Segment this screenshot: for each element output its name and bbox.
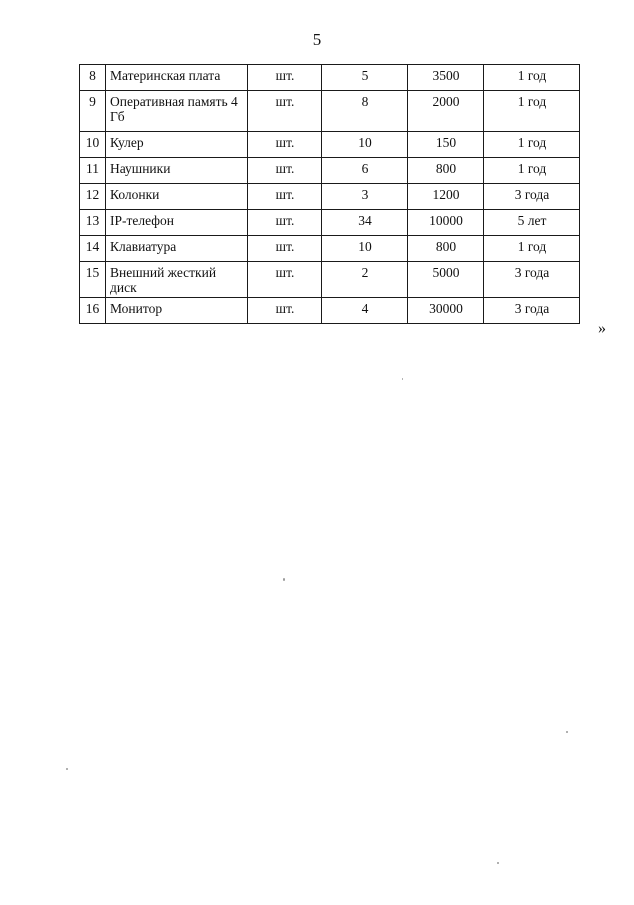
closing-quote-mark: » <box>598 320 606 337</box>
item-unit: шт. <box>248 91 322 132</box>
item-service-life: 3 года <box>484 184 580 210</box>
item-service-life: 1 год <box>484 132 580 158</box>
item-name: Клавиатура <box>106 236 248 262</box>
item-name: Монитор <box>106 298 248 324</box>
equipment-table <box>79 64 580 324</box>
table-row <box>80 132 580 158</box>
row-number: 14 <box>80 236 106 262</box>
row-number: 11 <box>80 158 106 184</box>
item-price: 30000 <box>408 298 484 324</box>
item-quantity: 5 <box>322 65 408 91</box>
item-service-life: 3 года <box>484 298 580 324</box>
table-row <box>80 65 580 91</box>
row-number: 10 <box>80 132 106 158</box>
item-service-life: 1 год <box>484 158 580 184</box>
row-number: 9 <box>80 91 106 132</box>
item-quantity: 8 <box>322 91 408 132</box>
item-quantity: 2 <box>322 262 408 298</box>
item-service-life: 1 год <box>484 91 580 132</box>
item-unit: шт. <box>248 298 322 324</box>
item-quantity: 6 <box>322 158 408 184</box>
table-row <box>80 262 580 298</box>
table-row <box>80 236 580 262</box>
page-number: 5 <box>312 30 322 49</box>
item-name: Кулер <box>106 132 248 158</box>
item-price: 150 <box>408 132 484 158</box>
row-number: 13 <box>80 210 106 236</box>
item-service-life: 1 год <box>484 65 580 91</box>
item-quantity: 3 <box>322 184 408 210</box>
item-price: 800 <box>408 158 484 184</box>
scan-speck <box>497 862 499 864</box>
item-quantity: 10 <box>322 132 408 158</box>
table-row <box>80 158 580 184</box>
item-name: Внешний жесткий диск <box>106 262 248 298</box>
item-name: Наушники <box>106 158 248 184</box>
item-service-life: 1 год <box>484 236 580 262</box>
item-service-life: 5 лет <box>484 210 580 236</box>
row-number: 8 <box>80 65 106 91</box>
item-unit: шт. <box>248 158 322 184</box>
scan-speck <box>402 378 403 380</box>
table-row <box>80 298 580 324</box>
item-name: IP-телефон <box>106 210 248 236</box>
table-row <box>80 210 580 236</box>
scan-speck <box>66 768 68 770</box>
table-row <box>80 91 580 132</box>
item-unit: шт. <box>248 184 322 210</box>
item-unit: шт. <box>248 236 322 262</box>
item-name: Материнская плата <box>106 65 248 91</box>
item-name: Оперативная память 4 Гб <box>106 91 248 132</box>
item-price: 800 <box>408 236 484 262</box>
item-unit: шт. <box>248 132 322 158</box>
item-quantity: 34 <box>322 210 408 236</box>
row-number: 16 <box>80 298 106 324</box>
item-unit: шт. <box>248 65 322 91</box>
item-name: Колонки <box>106 184 248 210</box>
row-number: 15 <box>80 262 106 298</box>
item-price: 3500 <box>408 65 484 91</box>
item-unit: шт. <box>248 262 322 298</box>
item-quantity: 4 <box>322 298 408 324</box>
table-row <box>80 184 580 210</box>
item-price: 2000 <box>408 91 484 132</box>
item-price: 10000 <box>408 210 484 236</box>
scan-speck <box>283 578 285 581</box>
item-price: 1200 <box>408 184 484 210</box>
scan-speck <box>566 731 568 733</box>
item-service-life: 3 года <box>484 262 580 298</box>
item-quantity: 10 <box>322 236 408 262</box>
item-unit: шт. <box>248 210 322 236</box>
row-number: 12 <box>80 184 106 210</box>
item-price: 5000 <box>408 262 484 298</box>
